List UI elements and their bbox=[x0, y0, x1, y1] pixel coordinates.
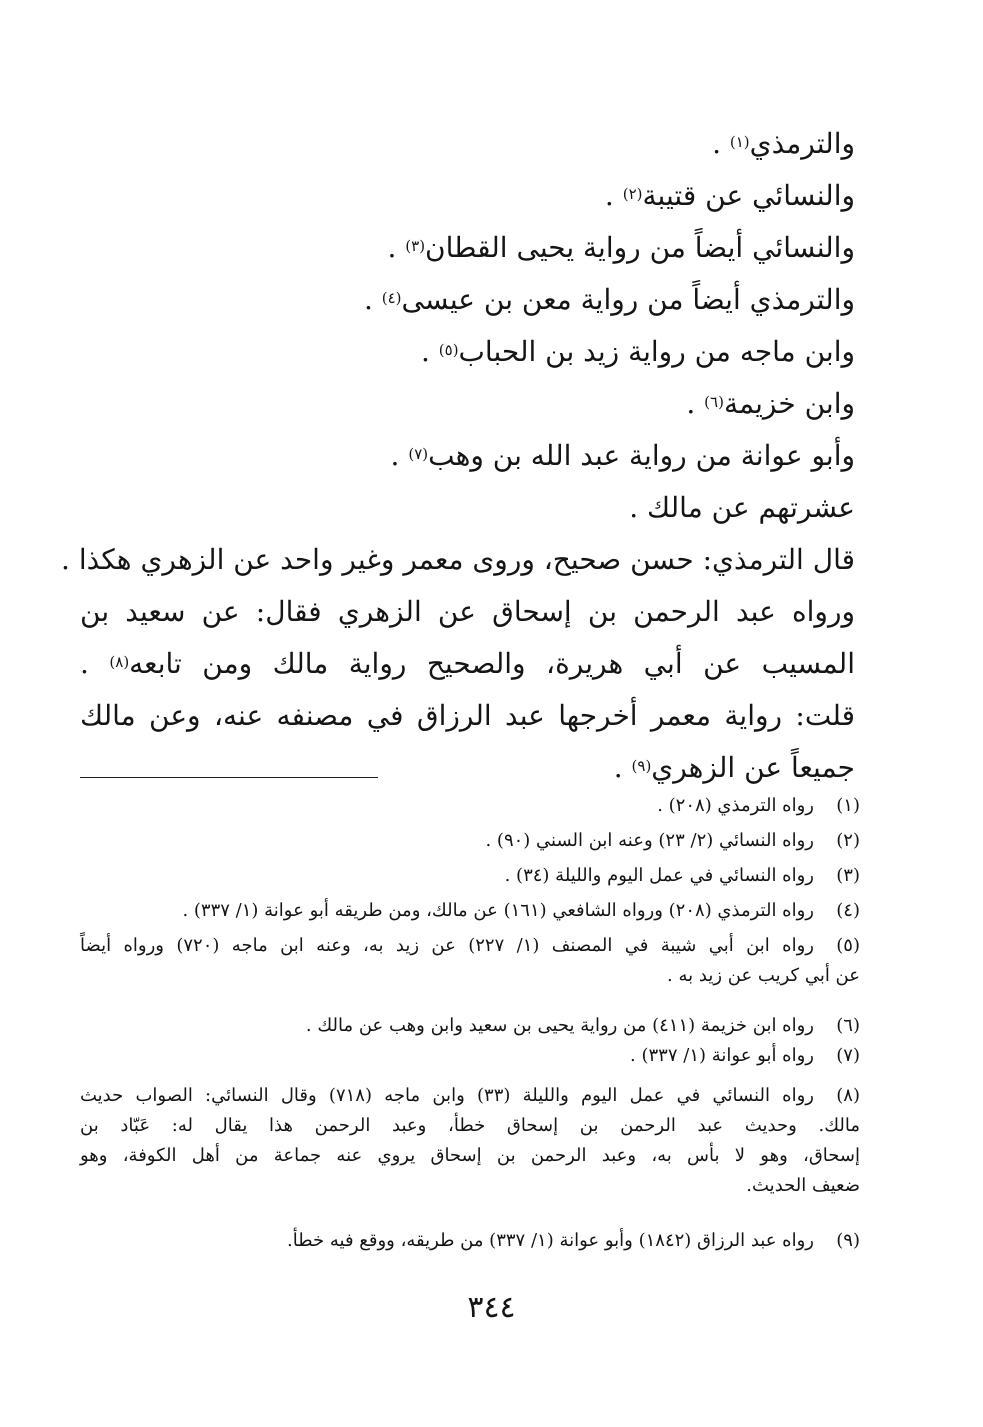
body-line-text: ورواه عبد الرحمن بن إسحاق عن الزهري فقال: عن سعيد بن bbox=[80, 595, 855, 628]
footnote-number: (١) bbox=[836, 795, 860, 816]
body-line-tail: . bbox=[420, 335, 439, 368]
body-line-tail: . bbox=[604, 179, 623, 212]
footnote-text: رواه عبد الرزاق (١٨٤٢) وأبو عوانة (١/ ٣٣٧) من طريقه، ووقع فيه خطأ. bbox=[287, 1230, 814, 1251]
footnote-number: (٣) bbox=[836, 865, 860, 886]
footnote-marker: (٣) bbox=[405, 237, 426, 255]
body-line-text: قال الترمذي: حسن صحيح، وروى معمر وغير واحد عن الزهري هكذا . bbox=[61, 543, 855, 576]
body-line-tail: . bbox=[686, 387, 705, 420]
body-line bbox=[614, 742, 855, 794]
footnote-text: رواه الترمذي (٢٠٨) . bbox=[657, 795, 814, 816]
footnote-text: عن أبي كريب عن زيد به . bbox=[667, 965, 860, 986]
body-line bbox=[61, 534, 855, 586]
body-line-text: والترمذي bbox=[749, 127, 855, 160]
body-line bbox=[387, 222, 855, 274]
footnote-marker: (٧) bbox=[408, 445, 429, 463]
body-line-text: والترمذي أيضاً من رواية معن بن عيسى bbox=[401, 283, 855, 316]
body-line-tail: . bbox=[387, 231, 406, 264]
footnote-marker: (٩) bbox=[631, 757, 652, 775]
footnote-text: مالك. وحديث عبد الرحمن بن إسحاق خطأ، وعبد الرحمن هذا يقال له: عَبّاد بن bbox=[80, 1115, 860, 1136]
footnote-text: رواه النسائي (٢/ ٢٣) وعنه ابن السني (٩٠) . bbox=[485, 830, 814, 851]
footnote-text: إسحاق، وهو لا بأس به، وعبد الرحمن بن إسحاق يروي عنه جماعة من أهل الكوفة، وهو bbox=[80, 1145, 860, 1166]
footnote-separator bbox=[80, 777, 378, 778]
footnote-marker: (٨) bbox=[109, 653, 130, 671]
body-line-text: والنسائي عن قتيبة bbox=[642, 179, 855, 212]
footnote-text: رواه ابن خزيمة (٤١١) من رواية يحيى بن سعيد وابن وهب عن مالك . bbox=[305, 1015, 814, 1036]
body-line bbox=[629, 482, 855, 534]
footnote-marker: (٦) bbox=[704, 393, 724, 411]
body-line-tail: . bbox=[712, 127, 730, 160]
footnote-text: رواه الترمذي (٢٠٨) ورواه الشافعي (١٦١) عن مالك، ومن طريقه أبو عوانة (١/ ٣٣٧) . bbox=[182, 900, 814, 921]
footnote-marker: (٥) bbox=[438, 341, 459, 359]
page-number: ٣٤٤ bbox=[467, 1290, 516, 1325]
body-line-text: المسيب عن أبي هريرة، والصحيح رواية مالك ومن تابعه bbox=[129, 647, 855, 680]
body-line-text: والنسائي أيضاً من رواية يحيى القطان bbox=[425, 231, 855, 264]
footnote-number: (٩) bbox=[836, 1230, 860, 1251]
footnote-number: (٧) bbox=[836, 1045, 860, 1066]
footnote-text: رواه النسائي في عمل اليوم والليلة (٣٤) . bbox=[504, 865, 814, 886]
footnote-number: (٨) bbox=[836, 1085, 860, 1106]
footnote-number: (٤) bbox=[836, 900, 860, 921]
body-line bbox=[80, 690, 855, 742]
body-line bbox=[364, 274, 855, 326]
body-line-text: وأبو عوانة من رواية عبد الله بن وهب bbox=[428, 439, 855, 472]
body-line-text: عشرتهم عن مالك . bbox=[629, 491, 855, 524]
body-line-tail: . bbox=[613, 751, 632, 784]
body-line-tail: . bbox=[390, 439, 409, 472]
footnote-number: (٢) bbox=[836, 830, 860, 851]
body-line bbox=[712, 118, 855, 170]
footnote-marker: (٤) bbox=[381, 289, 402, 307]
body-line-text: وابن خزيمة bbox=[723, 387, 855, 420]
body-line-text: قلت: رواية معمر أخرجها عبد الرزاق في مصنفه عنه، وعن مالك bbox=[80, 699, 855, 732]
body-line bbox=[421, 326, 855, 378]
body-line bbox=[605, 170, 855, 222]
body-line-tail: . bbox=[80, 647, 110, 680]
footnote-number: (٦) bbox=[836, 1015, 860, 1036]
body-line bbox=[80, 586, 855, 638]
body-line bbox=[391, 430, 855, 482]
footnote-text: ضعيف الحديث. bbox=[746, 1175, 860, 1196]
body-line bbox=[686, 378, 855, 430]
body-line-tail: . bbox=[363, 283, 382, 316]
body-line bbox=[80, 638, 855, 690]
footnote-text: رواه ابن أبي شيبة في المصنف (١/ ٢٢٧) عن زيد به، وعنه ابن ماجه (٧٢٠) ورواه أيضاً bbox=[80, 935, 814, 956]
footnote-marker: (٢) bbox=[622, 185, 643, 203]
footnote-text: رواه النسائي في عمل اليوم والليلة (٣٣) وابن ماجه (٧١٨) وقال النسائي: الصواب حديث bbox=[80, 1085, 814, 1106]
body-line-text: وابن ماجه من رواية زيد بن الحباب bbox=[458, 335, 855, 368]
footnote-number: (٥) bbox=[836, 935, 860, 956]
footnote-text: رواه أبو عوانة (١/ ٣٣٧) . bbox=[630, 1045, 814, 1066]
body-line-text: جميعاً عن الزهري bbox=[651, 751, 855, 784]
footnote-marker: (١) bbox=[729, 133, 750, 151]
